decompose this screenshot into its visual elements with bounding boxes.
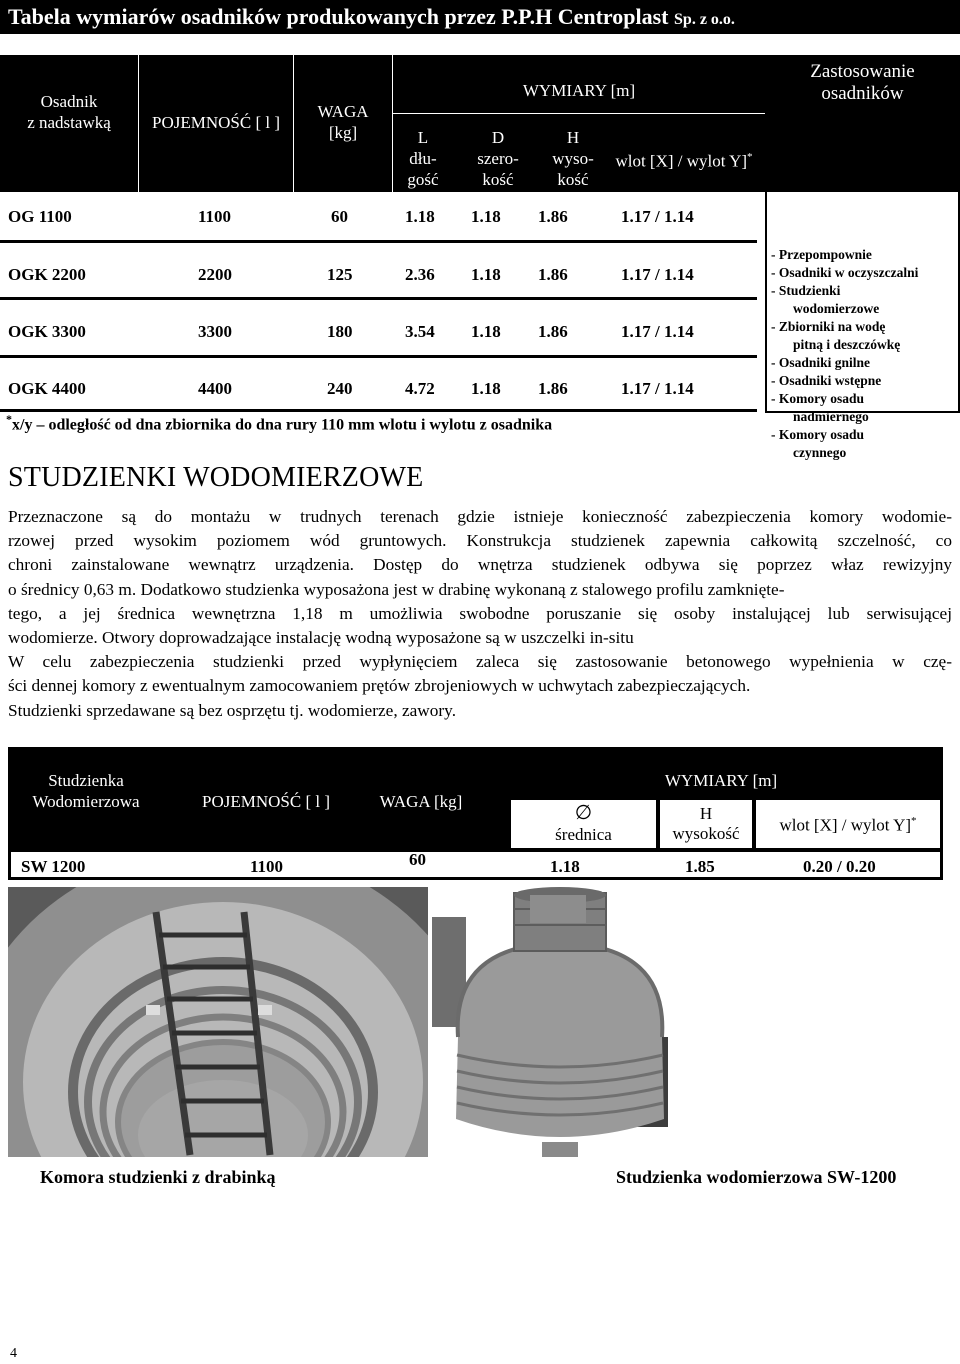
- paragraph-line: ści dennej komory z ewentualnym zamocowaniem prętów zbrojeniowych w uchwytach zabezpieczających.: [8, 676, 751, 696]
- paragraph-line: Przeznaczone są do montażu w trudnych terenach gdzie istnieje konieczność zabezpieczenia komory wodomie-: [8, 507, 952, 526]
- cell-name: SW 1200: [21, 857, 86, 876]
- cell-name: OGK 4400: [8, 379, 86, 398]
- zastosowanie-header-line1: Zastosowanie: [810, 61, 915, 82]
- cell-l: 4.72: [405, 379, 435, 398]
- header-waga-line2: [kg]: [328, 123, 358, 142]
- cell-name: OG 1100: [8, 207, 72, 226]
- header-l-line3: gość: [407, 170, 439, 189]
- list-item: - Przepompownie: [771, 247, 872, 262]
- diameter-symbol-icon: ∅: [574, 802, 593, 824]
- header-d: [453, 127, 543, 190]
- header-waga: [294, 101, 392, 143]
- cell-pojemnosc: 1100: [198, 207, 232, 226]
- header-osadnik: [0, 91, 138, 133]
- cell-l: 1.18: [405, 207, 435, 226]
- cell-wlot: 1.17 / 1.14: [621, 207, 694, 226]
- header-h-line3: kość: [557, 170, 589, 189]
- list-item: - Komory osadu: [771, 427, 865, 442]
- cell-pojemnosc: 1100: [250, 857, 284, 876]
- list-item-continued: nadmiernego: [793, 409, 869, 424]
- header-studzienka: [11, 770, 161, 812]
- table-row: [0, 207, 760, 231]
- header-h-line1: H: [699, 804, 713, 823]
- table-row: [0, 265, 760, 289]
- header-waga: WAGA [kg]: [379, 792, 463, 811]
- header-l-line1: L: [417, 128, 429, 147]
- header-d-line2: szero-: [477, 149, 519, 168]
- header-wymiary-rule: [393, 113, 765, 114]
- paragraph-line: tego, a jej średnica wewnętrzna 1,18 m umożliwia swobodne poruszanie się osoby instalującej lub serwisującej: [8, 603, 952, 623]
- osadniki-table-header: [0, 55, 765, 192]
- caption-right: Studzienka wodomierzowa SW-1200: [616, 1167, 897, 1187]
- header-l-line2: dłu-: [409, 149, 437, 168]
- chamber-ladder-illustration: [8, 887, 428, 1157]
- document-title: [0, 0, 960, 34]
- header-h-line1: H: [566, 128, 580, 147]
- list-item: - Studzienki: [771, 283, 841, 298]
- cell-l: 3.54: [405, 322, 435, 341]
- cell-wlot: 1.17 / 1.14: [621, 265, 694, 284]
- title-main: Tabela wymiarów osadników produkowanych przez P.P.H Centroplast: [8, 4, 669, 29]
- studzienka-table-header: [11, 750, 940, 852]
- paragraph-line: W celu zabezpieczenia studzienki przed wypłynięciem zaleca się zastosowanie betonowego wypełnienia w czę-: [8, 652, 952, 672]
- header-wlot-star: *: [911, 815, 917, 827]
- cell-h: 1.85: [685, 857, 715, 876]
- header-h-line2: wyso-: [552, 149, 594, 168]
- header-osadnik-line2: z nadstawką: [27, 113, 111, 132]
- header-osadnik-line1: Osadnik: [40, 92, 98, 111]
- header-waga-line1: WAGA: [317, 102, 369, 121]
- header-studzienka-line1: Studzienka: [48, 771, 124, 790]
- header-l: [393, 127, 453, 190]
- list-item-continued: czynnego: [793, 445, 847, 460]
- row-rule: [0, 297, 757, 300]
- cell-waga: 240: [327, 379, 353, 398]
- cell-waga: 60: [409, 850, 426, 869]
- cell-d: 1.18: [471, 265, 501, 284]
- header-wlot: [603, 147, 765, 172]
- row-rule: [0, 240, 757, 243]
- zastosowanie-list: [771, 246, 957, 462]
- cell-l: 2.36: [405, 265, 435, 284]
- header-wlot-text: wlot [X] / wylot Y]: [779, 815, 912, 835]
- header-srednica: średnica: [555, 825, 612, 844]
- paragraph-line: chroni zainstalowane wewnątrz urządzenia. Dostęp do wnętrza studzienek odbywa się poprzez właz rewizyjny: [8, 555, 952, 575]
- header-d-line3: kość: [482, 170, 514, 189]
- cell-wlot: 0.20 / 0.20: [803, 857, 876, 876]
- footnote: [6, 412, 552, 434]
- header-pojemnosc: POJEMNOŚĆ [ l ]: [152, 113, 280, 132]
- list-item: - Osadniki gnilne: [771, 355, 871, 370]
- header-pojemnosc: POJEMNOŚĆ [ l ]: [202, 792, 330, 811]
- paragraph-line: rzowej przed wysokim poziomem wód gruntowych. Konstrukcja studzienek zapewnia całkowitą szczelność, co: [8, 531, 952, 551]
- section-title: STUDZIENKI WODOMIERZOWE: [8, 462, 424, 493]
- cell-waga: 60: [331, 207, 348, 226]
- cell-pojemnosc: 3300: [198, 322, 232, 341]
- zastosowanie-column: [765, 55, 960, 460]
- cell-h: 1.86: [538, 322, 568, 341]
- caption-left: Komora studzienki z drabinką: [40, 1167, 276, 1187]
- sw1200-illustration: [432, 887, 687, 1157]
- list-item-continued: pitną i deszczówkę: [793, 337, 901, 352]
- table-row: [11, 852, 940, 880]
- row-rule: [0, 355, 757, 358]
- header-h-cell: [660, 800, 752, 848]
- header-wymiary: WYMIARY [m]: [522, 81, 636, 100]
- page-number: 4: [10, 1346, 17, 1361]
- header-wlot: [756, 815, 940, 836]
- list-item-continued: wodomierzowe: [793, 301, 880, 316]
- cell-waga: 180: [327, 322, 353, 341]
- list-item: - Zbiorniki na wodę: [771, 319, 886, 334]
- header-h-line2: wysokość: [672, 824, 740, 843]
- cell-pojemnosc: 2200: [198, 265, 232, 284]
- cell-d: 1.18: [471, 379, 501, 398]
- list-item: - Komory osadu: [771, 391, 865, 406]
- sw1200-photo: [432, 887, 687, 1157]
- header-wlot-text: wlot [X] / wylot Y]: [615, 151, 748, 171]
- cell-wlot: 1.17 / 1.14: [621, 322, 694, 341]
- table-row: [0, 322, 760, 346]
- cell-d: 1.18: [471, 322, 501, 341]
- cell-pojemnosc: 4400: [198, 379, 232, 398]
- footnote-text: x/y – odległość od dna zbiornika do dna rury 110 mm wlotu i wylotu z osadnika: [12, 416, 553, 434]
- cell-name: OGK 3300: [8, 322, 86, 341]
- header-d-line1: D: [491, 128, 505, 147]
- header-wlot-star: *: [747, 151, 753, 163]
- paragraph-line: Studzienki sprzedawane są bez osprzętu tj. wodomierze, zawory.: [8, 700, 457, 720]
- description-paragraph: [8, 505, 952, 723]
- cell-name: OGK 2200: [8, 265, 86, 284]
- chamber-ladder-photo: [8, 887, 428, 1157]
- cell-waga: 125: [327, 265, 353, 284]
- cell-wlot: 1.17 / 1.14: [621, 379, 694, 398]
- cell-h: 1.86: [538, 207, 568, 226]
- cell-h: 1.86: [538, 265, 568, 284]
- list-item: - Osadniki w oczyszczalni: [771, 265, 919, 280]
- header-srednica-cell: [511, 800, 656, 848]
- list-item: - Osadniki wstępne: [771, 373, 882, 388]
- cell-h: 1.86: [538, 379, 568, 398]
- header-h: [543, 127, 603, 190]
- paragraph-line: o średnicy 0,63 m. Dodatkowo studzienka wyposażona jest w drabinę wykonaną z stalowego profilu zamknięte-: [8, 579, 785, 599]
- zastosowanie-header-line2: osadników: [821, 83, 904, 104]
- cell-d: 1.18: [471, 207, 501, 226]
- osadniki-table-body: [0, 192, 760, 412]
- header-wlot-cell: [756, 800, 940, 848]
- header-h: [660, 804, 752, 844]
- table-row: [0, 379, 760, 403]
- header-studzienka-line2: Wodomierzowa: [32, 792, 140, 811]
- title-suffix: Sp. z o.o.: [674, 11, 735, 28]
- zastosowanie-header: [767, 55, 958, 192]
- header-wymiary: WYMIARY [m]: [664, 771, 778, 790]
- studzienka-table: [8, 747, 943, 880]
- footnote-star: *: [6, 412, 12, 426]
- paragraph-line: wodomierze. Otwory doprowadzające instalację wodną wyposażone są w uszczelki in-situ: [8, 628, 634, 648]
- cell-srednica: 1.18: [550, 857, 580, 876]
